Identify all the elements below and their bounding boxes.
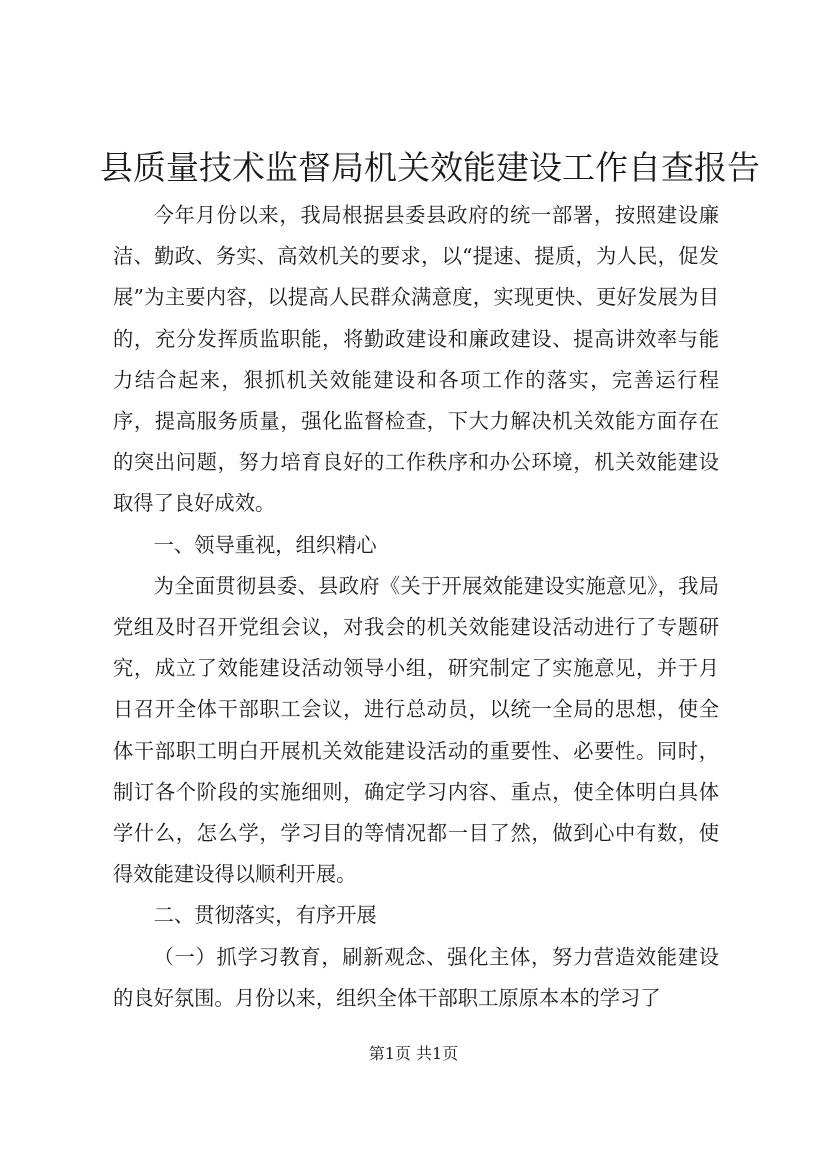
page-number-label: 第1页 共1页 (368, 1044, 459, 1063)
page-footer (0, 1043, 827, 1065)
document-title: 县质量技术监督局机关效能建设工作自查报告 (100, 148, 760, 187)
section-heading-1: 一、领导重视，组织精心 (153, 532, 377, 557)
section-heading-2: 二、贯彻落实，有序开展 (153, 903, 377, 928)
paragraph-intro: 今年月份以来，我局根据县委县政府的统一部署，按照建设廉洁、勤政、务实、高效机关的要求，以“提速、提质，为人民，促发展”为主要内容，以提高人民群众满意度，实现更快、更好发展为目的，充分发挥质监职能，将勤政建设和廉政建设、提高讲效率与能力结合起来，狠抓机关效能建设和各项工作的落实，完善运行程序，提高服务质量，强化监督检查，下大力解决机关效能方面存在的突出问题，努力培育良好的工作秩序和办公环境，机关效能建设取得了良好成效。 (113, 203, 719, 516)
paragraph-section-2-item-1: （一）抓学习教育，刷新观念、强化主体，努力营造效能建设的良好氛围。月份以来，组织全体干部职工原原本本的学习了 (113, 944, 719, 1010)
document-body (113, 195, 719, 1019)
paragraph-section-1: 为全面贯彻县委、县政府《关于开展效能建设实施意见》，我局党组及时召开党组会议，对我会的机关效能建设活动进行了专题研究，成立了效能建设活动领导小组，研究制定了实施意见，并于月日召开全体干部职工会议，进行总动员，以统一全局的思想，使全体干部职工明白开展机关效能建设活动的重要性、必要性。同时，制订各个阶段的实施细则，确定学习内容、重点，使全体明白具体学什么，怎么学，学习目的等情况都一目了然，做到心中有数，使得效能建设得以顺利开展。 (113, 573, 719, 887)
